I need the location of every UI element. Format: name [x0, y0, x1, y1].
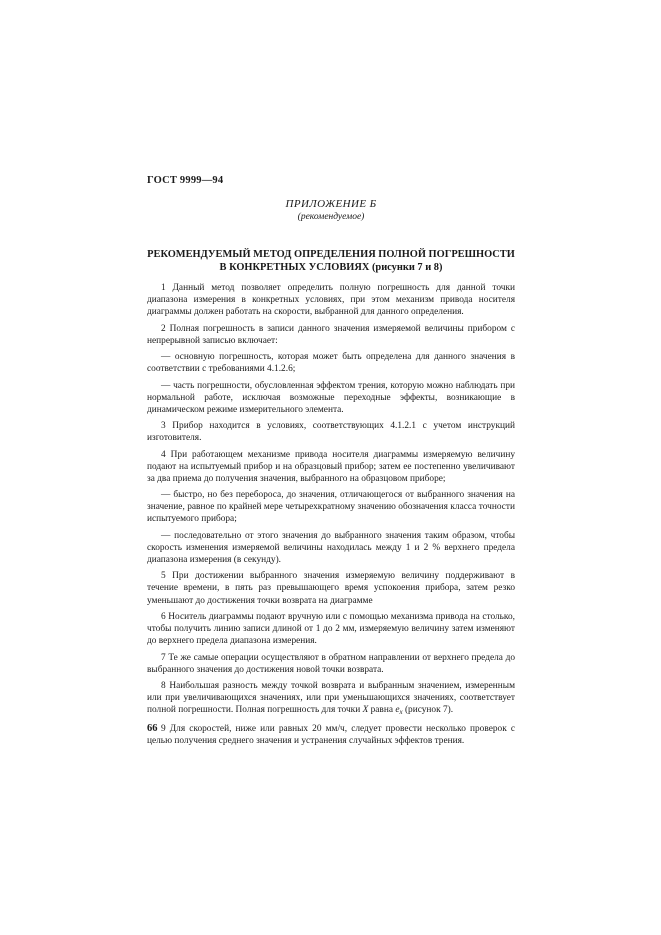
appendix-subtitle: (рекомендуемое) — [297, 212, 365, 222]
paragraph-8-text: 8 Наибольшая разность между точкой возврата и выбранным значением, измеренным или при увеличивающихся значениях, или при уменьшающихся значениях, соответствует полной погрешности. Полная погрешность для точки — [147, 680, 515, 716]
paragraph-6: 6 Носитель диаграммы подают вручную или с помощью механизма привода на столько, чтобы получить линию записи длиной от 1 до 2 мм, измеряемую величину затем изменяют до верхнего предела диапазона измерения. — [147, 611, 515, 647]
paragraph-8 — [147, 680, 515, 718]
paragraph-7: 7 Те же самые операции осуществляют в обратном направлении от верхнего предела до выбранного значения до достижения новой точки возврата. — [147, 652, 515, 675]
paragraph-4-item-1: — быстро, но без перебороса, до значения, отличающегося от выбранного значения на значение, равное по крайней мере четырехкратному значению обозначения класса точности испытуемого прибора; — [147, 490, 515, 525]
paragraph-2: 2 Полная погрешность в записи данного значения измеряемой величины прибором с непрерывной записью включает: — [147, 323, 515, 346]
page-number: 66 — [147, 723, 158, 734]
paragraph-3: 3 Прибор находится в условиях, соответствующих 4.1.2.1 с учетом инструкций изготовителя. — [147, 421, 515, 444]
paragraph-8-end: (рисунок 7). — [402, 705, 454, 716]
error-symbol: e — [395, 705, 400, 716]
paragraph-2-item-1: — основную погрешность, которая может быть определена для данного значения в соответствии с требованиями 4.1.2.6; — [147, 352, 515, 375]
title-line-2: В КОНКРЕТНЫХ УСЛОВИЯХ (рисунки 7 и 8) — [219, 262, 443, 273]
paragraph-5: 5 При достижении выбранного значения измеряемую величину поддерживают в течение времени, в пять раз превышающего время успокоения прибора, затем резко уменьшают до достижения точки возврата на диаграмме — [147, 571, 515, 606]
paragraph-2-item-2: — часть погрешности, обусловленная эффектом трения, которую можно наблюдать при нормальной работе, исключая возможные переходные эффекты, возникающие в динамическом режиме измерительного элемента. — [147, 380, 515, 415]
document-title — [147, 248, 515, 274]
paragraph-8-mid: равна — [368, 705, 396, 716]
paragraph-4-item-2: — последовательно от этого значения до выбранного значения таким образом, чтобы скорость изменения измеряемой величины находилась между 1 и 2 % верхнего предела диапазона измерения (в секунду). — [147, 530, 515, 565]
standard-header: ГОСТ 9999—94 — [147, 175, 224, 186]
appendix-title: ПРИЛОЖЕНИЕ Б — [285, 198, 377, 210]
error-symbol-subscript: x — [399, 708, 403, 717]
document-body — [147, 282, 515, 751]
paragraph-4: 4 При работающем механизме привода носителя диаграммы измеряемую величину подают на испытуемый прибор и на образцовый прибор; затем ее постепенно увеличивают за два приема до получения значения, выбранного на образцовом приборе; — [147, 449, 515, 484]
point-variable: X — [362, 705, 369, 716]
paragraph-1: 1 Данный метод позволяет определить полную погрешность для данной точки диапазона измерения в конкретных условиях, при этом механизм привода носителя диаграммы должен работать на скорости, выбранной для данного определения. — [147, 283, 515, 318]
title-line-1: РЕКОМЕНДУЕМЫЙ МЕТОД ОПРЕДЕЛЕНИЯ ПОЛНОЙ ПОГРЕШНОСТИ — [147, 249, 515, 260]
appendix-heading — [150, 197, 512, 223]
paragraph-9: 9 Для скоростей, ниже или равных 20 мм/ч, следует провести несколько проверок с целью получения среднего значения и устранения случайных эффектов трения. — [147, 723, 515, 746]
